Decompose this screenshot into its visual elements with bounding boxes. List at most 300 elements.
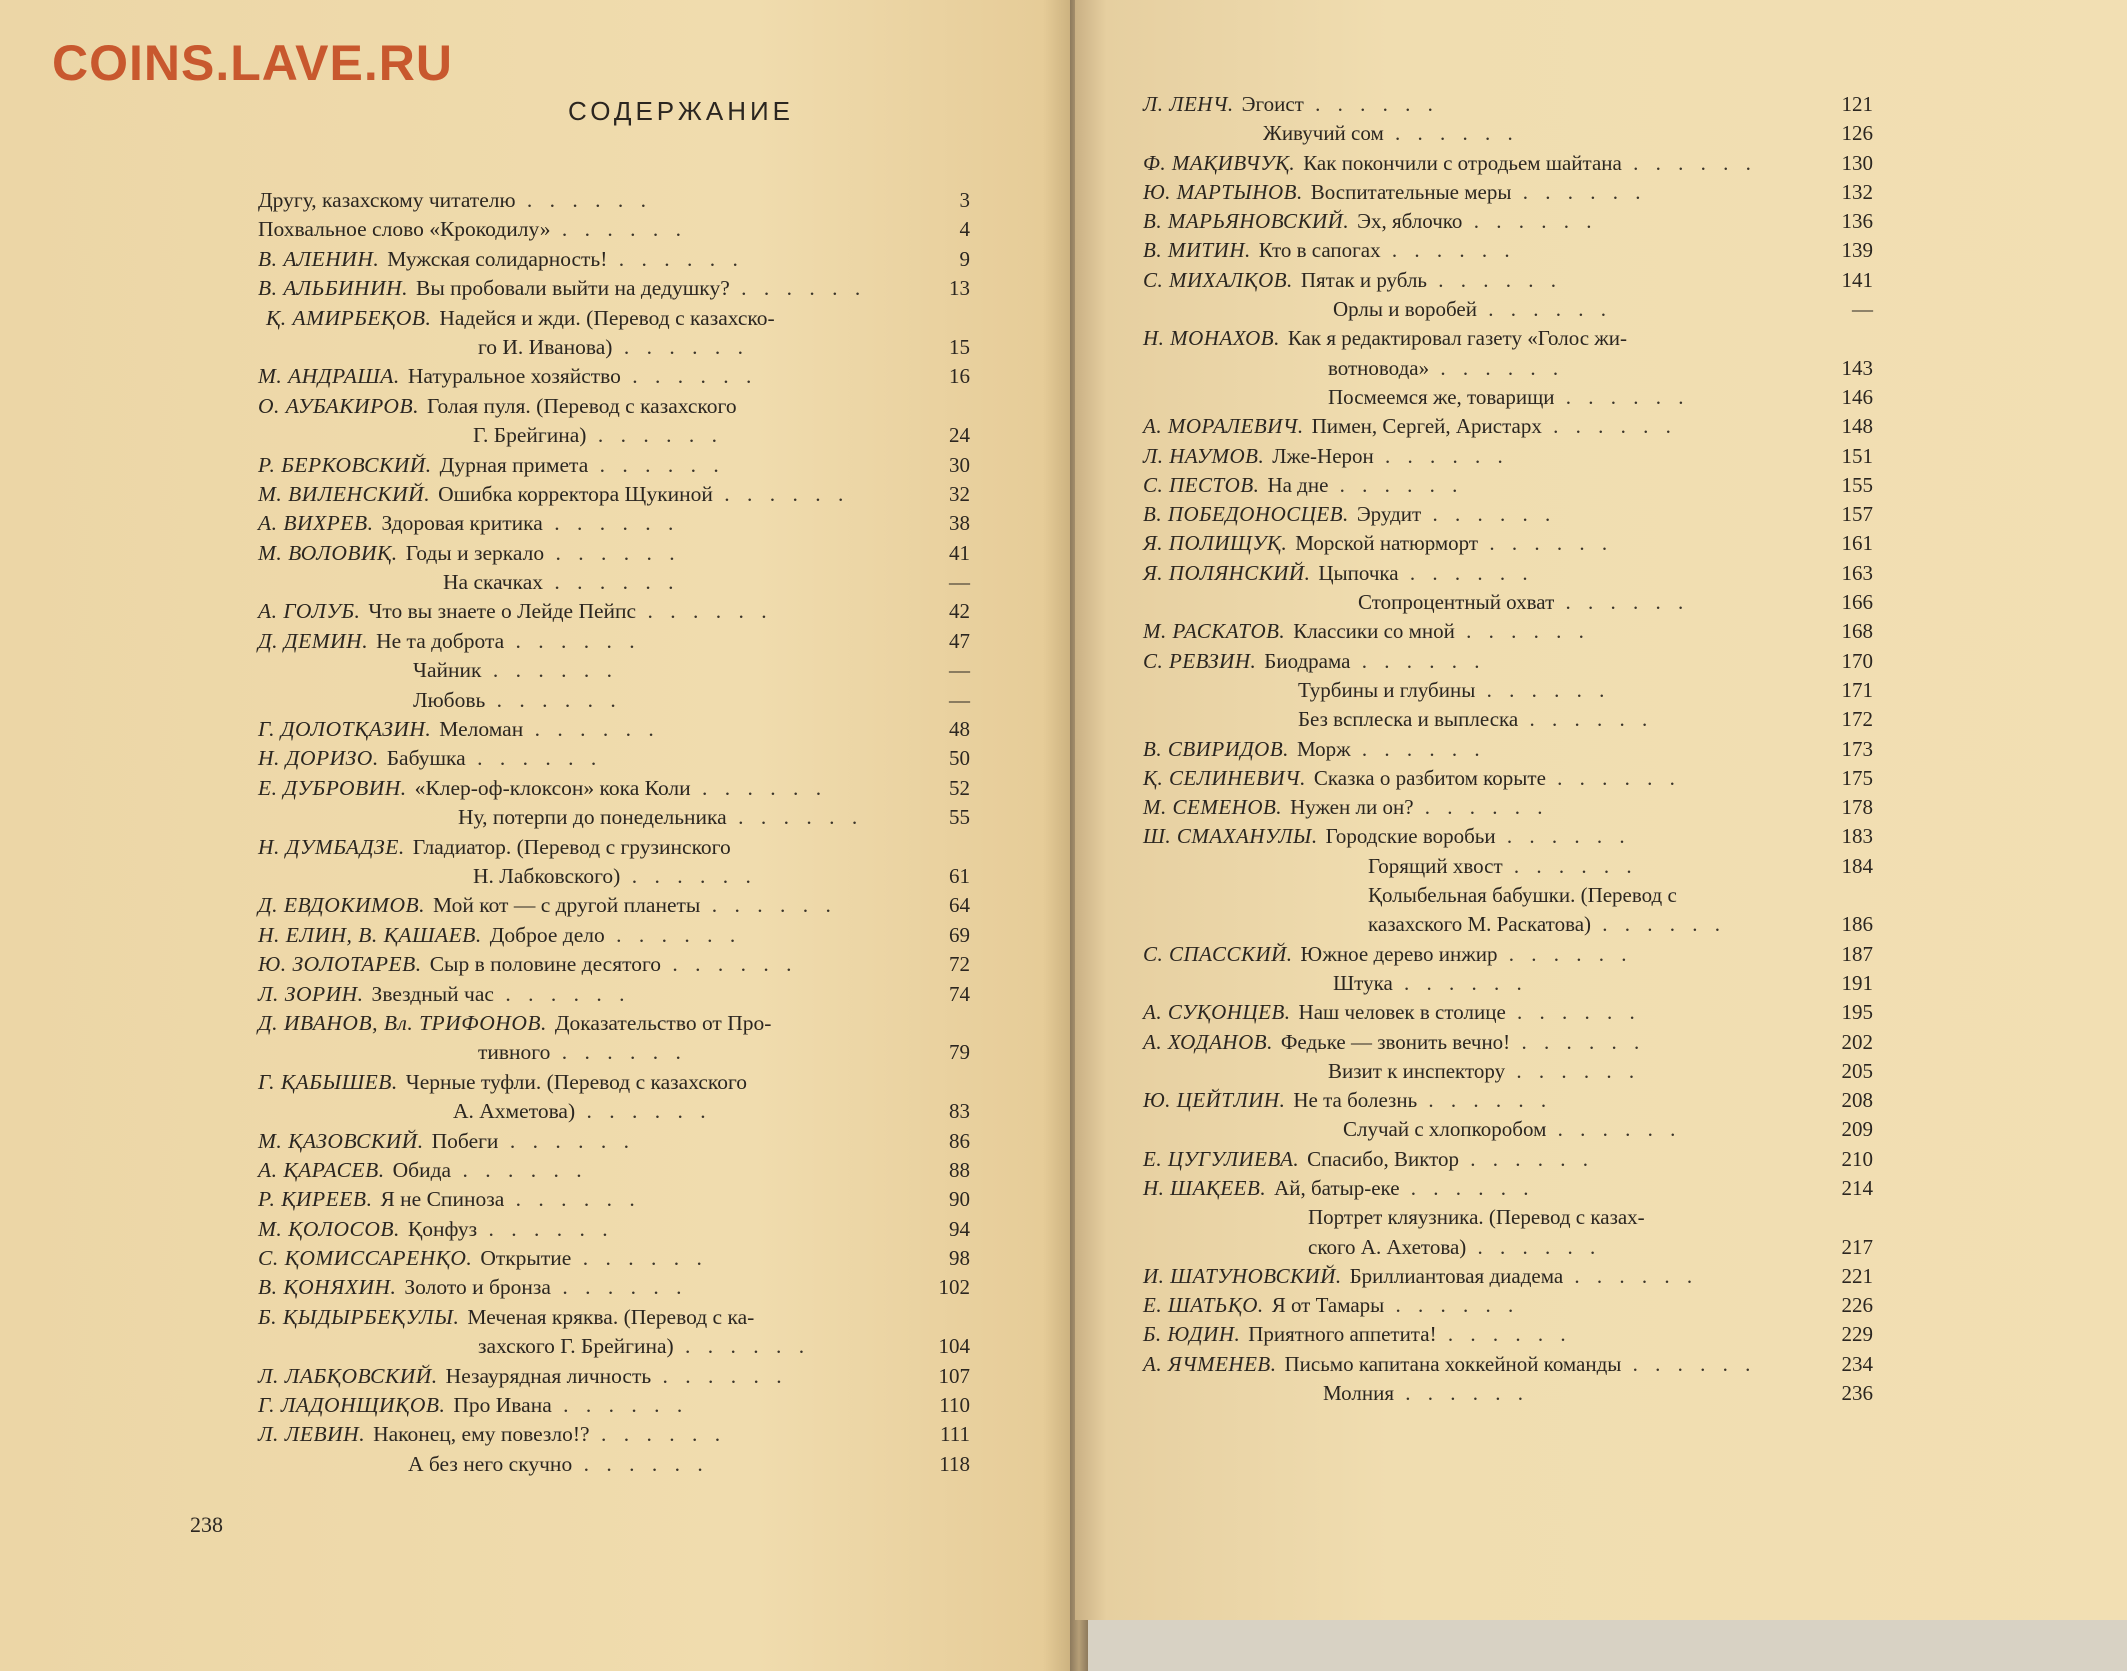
toc-title: Городские воробьи [1325, 824, 1496, 849]
toc-author: А. МОРАЛЕВИЧ. [1143, 414, 1304, 439]
toc-entry [258, 627, 970, 656]
toc-title: Что вы знаете о Лейде Пейпс [368, 599, 637, 624]
toc-entry-text [258, 715, 660, 744]
toc-leader-dots: . . . . . . [515, 188, 653, 212]
toc-title: Как я редактировал газету «Голос жи- [1287, 326, 1628, 351]
toc-entry-text [266, 304, 775, 333]
toc-title: го И. Иванова) [478, 334, 613, 359]
toc-title: Черные туфли. (Перевод с казахского [405, 1069, 748, 1094]
toc-title: Надейся и жди. (Перевод с казахско- [439, 305, 775, 330]
toc-entry-text [1143, 412, 1677, 441]
toc-leader-dots: . . . . . . [1392, 970, 1528, 995]
toc-author: А. ҚАРАСЕВ. [258, 1157, 385, 1182]
toc-entry-text [1143, 266, 1562, 295]
toc-entry-text [473, 862, 757, 891]
toc-page-number: 236 [1841, 1381, 1873, 1406]
toc-entry-text [1323, 1379, 1529, 1408]
toc-entry-text [1143, 998, 1641, 1027]
toc-entry-text [1298, 705, 1653, 734]
toc-leader-dots: . . . . . . [477, 1216, 614, 1241]
toc-entry-text [1143, 90, 1439, 119]
toc-author: Н. ШАҚЕЕВ. [1143, 1175, 1267, 1200]
toc-page-number: 143 [1841, 355, 1873, 380]
toc-entry [258, 921, 970, 950]
toc-title: Я не Спиноза [380, 1187, 505, 1212]
toc-leader-dots: . . . . . . [1475, 677, 1611, 702]
toc-page-number: 48 [949, 717, 970, 742]
toc-page-number: 141 [1841, 267, 1873, 292]
toc-author: М. ҚОЛОСОВ. [258, 1216, 400, 1241]
toc-entry [258, 392, 970, 421]
toc-entry [258, 891, 970, 920]
toc-entry [258, 597, 970, 626]
toc-title: Не та болезнь [1293, 1088, 1418, 1113]
toc-page-number: 186 [1841, 912, 1873, 937]
toc-author: О. АУБАКИРОВ. [258, 393, 419, 418]
toc-leader-dots: . . . . . . [1497, 941, 1633, 966]
toc-author: М. ВОЛОВИҚ. [258, 540, 398, 565]
toc-page-number: 157 [1841, 502, 1873, 527]
toc-entry [1143, 588, 1873, 617]
toc-entry [1143, 1115, 1873, 1144]
toc-title: Морж [1296, 736, 1351, 761]
toc-page-number: 139 [1841, 238, 1873, 263]
toc-leader-dots: . . . . . . [1545, 765, 1681, 790]
toc-leader-dots: . . . . . . [1373, 443, 1509, 468]
toc-leader-dots: . . . . . . [542, 511, 680, 536]
toc-page-number: — [949, 658, 970, 683]
toc-entry [1143, 236, 1873, 265]
toc-author: Д. ЕВДОКИМОВ. [258, 893, 426, 918]
toc-entry [258, 245, 970, 274]
toc-page-number: 210 [1841, 1146, 1873, 1171]
toc-page-number: 110 [939, 1393, 970, 1418]
toc-entry [258, 274, 970, 303]
toc-entry-text [258, 451, 725, 480]
toc-author: Л. ЛЕНЧ. [1143, 92, 1234, 116]
toc-entry-text [1143, 500, 1556, 529]
toc-page-number: 90 [949, 1187, 970, 1212]
toc-title: Незаурядная личность [445, 1363, 652, 1388]
toc-title: Нужен ли он? [1290, 795, 1414, 820]
toc-entry-text [1143, 764, 1681, 793]
toc-page-number: 41 [949, 540, 970, 565]
toc-entry-text [258, 1156, 588, 1185]
toc-entry [258, 1362, 970, 1391]
toc-author: В. АЛЬБИНИН. [258, 276, 408, 301]
toc-author: С. РЕВЗИН. [1143, 648, 1257, 673]
toc-entry [1143, 1379, 1873, 1408]
toc-page-number: 79 [949, 1040, 970, 1065]
toc-author: М. ВИЛЕНСКИЙ. [258, 481, 431, 506]
toc-entry [258, 421, 970, 450]
toc-page-number: 47 [949, 628, 970, 653]
toc-entry [1143, 881, 1873, 910]
toc-page-number: 83 [949, 1099, 970, 1124]
toc-leader-dots: . . . . . . [1383, 121, 1519, 146]
toc-leader-dots: . . . . . . [661, 952, 798, 977]
toc-leader-dots: . . . . . . [620, 364, 758, 389]
toc-entry [1143, 119, 1873, 148]
toc-entry-text [1143, 1145, 1594, 1174]
toc-entry [258, 1273, 970, 1302]
toc-author: М. РАСКАТОВ. [1143, 619, 1286, 644]
toc-leader-dots: . . . . . . [1399, 1175, 1535, 1200]
toc-entry [258, 774, 970, 803]
page-number: 238 [190, 1512, 223, 1537]
toc-page-number: 118 [939, 1451, 970, 1476]
toc-page-number: 55 [949, 805, 970, 830]
toc-page-number: 52 [949, 775, 970, 800]
toc-entry-text [258, 245, 744, 274]
toc-entry [1143, 1320, 1873, 1349]
toc-leader-dots: . . . . . . [607, 246, 744, 271]
toc-title: Эгоист [1241, 92, 1304, 116]
toc-title: Штука [1333, 970, 1393, 995]
toc-title: Эрудит [1356, 502, 1422, 527]
toc-entry-text [1143, 793, 1549, 822]
toc-entry-text [1143, 529, 1613, 558]
toc-author: В. ПОБЕДОНОСЦЕВ. [1143, 502, 1349, 527]
toc-entry [258, 744, 970, 773]
toc-author: Г. ДОЛОТҚАЗИН. [258, 717, 432, 742]
toc-entry-text [258, 597, 773, 626]
toc-author: Ю. МАРТЫНОВ. [1143, 179, 1303, 204]
toc-entry-text [258, 891, 837, 920]
toc-page-number: 163 [1841, 560, 1873, 585]
toc-leader-dots: . . . . . . [712, 481, 850, 506]
toc-leader-dots: . . . . . . [612, 334, 749, 359]
toc-entry [1143, 500, 1873, 529]
toc-author: А. ЯЧМЕНЕВ. [1143, 1351, 1277, 1376]
toc-entry-text [1143, 1320, 1572, 1349]
toc-entry [1143, 676, 1873, 705]
toc-author: Р. ҚИРЕЕВ. [258, 1187, 373, 1212]
toc-entry-text [453, 1097, 712, 1126]
toc-title: Похвальное слово «Крокодилу» [258, 217, 551, 242]
toc-entry [258, 186, 970, 215]
toc-entry-text [1143, 324, 1627, 353]
toc-page-number: 175 [1841, 765, 1873, 790]
toc-entry [1143, 529, 1873, 558]
toc-page-number: 69 [949, 922, 970, 947]
toc-entry-text [1368, 881, 1677, 910]
toc-entry-text [258, 1185, 641, 1214]
toc-title: Открытие [480, 1246, 572, 1271]
toc-entry-text [258, 980, 630, 1009]
toc-leader-dots: . . . . . . [550, 217, 687, 242]
toc-entry-text [258, 1068, 747, 1097]
toc-leader-dots: . . . . . . [1429, 355, 1565, 380]
toc-page-number: 72 [949, 952, 970, 977]
toc-page-number: 148 [1841, 414, 1873, 439]
toc-title: Бриллиантовая диадема [1349, 1263, 1564, 1288]
toc-page-number: 13 [949, 276, 970, 301]
toc-title: «Клер-оф-клоксон» кока Коли [414, 775, 691, 800]
toc-page-number: 130 [1841, 150, 1873, 175]
toc-author: Я. ПОЛИЩУҚ. [1143, 531, 1288, 556]
toc-title: Воспитательные меры [1310, 179, 1512, 204]
toc-title: Н. Лабковского) [473, 863, 621, 888]
toc-title: Как покончили с отродьем шайтана [1303, 150, 1622, 175]
toc-leader-dots: . . . . . . [485, 687, 622, 712]
toc-entry [1143, 471, 1873, 500]
toc-entry-text [258, 921, 741, 950]
toc-entry-text [1143, 1291, 1519, 1320]
toc-title: Посмеемся же, товарищи [1328, 384, 1555, 409]
toc-author: Г. ЛАДОНЩИҚОВ. [258, 1393, 446, 1418]
toc-page-number: 111 [940, 1422, 970, 1447]
toc-title: Побеги [431, 1128, 499, 1153]
toc-entry-text [413, 686, 622, 715]
toc-entry [258, 568, 970, 597]
toc-title: Обида [392, 1157, 452, 1182]
toc-entry [1143, 969, 1873, 998]
toc-entry [258, 1038, 970, 1067]
toc-leader-dots: . . . . . . [1303, 92, 1439, 116]
toc-entry [1143, 559, 1873, 588]
toc-entry-text [1308, 1233, 1601, 1262]
toc-entry-text [1143, 1028, 1645, 1057]
toc-entry-text [1143, 236, 1516, 265]
toc-page-number: 214 [1841, 1175, 1873, 1200]
toc-title: Письмо капитана хоккейной команды [1284, 1351, 1622, 1376]
toc-entry [258, 1244, 970, 1273]
toc-entry [1143, 617, 1873, 646]
toc-title: ского А. Ахетова) [1308, 1234, 1467, 1259]
toc-page-number: 132 [1841, 179, 1873, 204]
toc-entry-text [258, 1244, 708, 1273]
toc-title: А. Ахметова) [453, 1099, 576, 1124]
toc-page-number: 151 [1841, 443, 1873, 468]
toc-entry-text [1263, 119, 1519, 148]
toc-entry [1143, 764, 1873, 793]
toc-entry-text [1308, 1203, 1645, 1232]
toc-title: На скачках [443, 570, 544, 595]
toc-leader-dots: . . . . . . [588, 452, 725, 477]
toc-page-number: 42 [949, 599, 970, 624]
toc-leader-dots: . . . . . . [1350, 648, 1486, 673]
toc-leader-dots: . . . . . . [481, 658, 618, 683]
toc-title: Горящий хвост [1368, 853, 1503, 878]
toc-title: Голая пуля. (Перевод с казахского [426, 393, 737, 418]
toc-leader-dots: . . . . . . [1462, 209, 1598, 234]
toc-entry-text [258, 1362, 788, 1391]
toc-entry [258, 1215, 970, 1244]
toc-entry-text [1328, 354, 1564, 383]
toc-entry-text [1298, 676, 1610, 705]
toc-title: Кто в сапогах [1258, 238, 1381, 263]
toc-leader-dots: . . . . . . [465, 746, 603, 771]
toc-author: Е. ЦУГУЛИЕВА. [1143, 1146, 1300, 1171]
toc-leader-dots: . . . . . . [1502, 853, 1638, 878]
toc-entry [258, 509, 970, 538]
toc-entry-text [258, 744, 602, 773]
toc-entry-text [1328, 383, 1690, 412]
toc-leader-dots: . . . . . . [1380, 238, 1516, 263]
toc-leader-dots: . . . . . . [575, 1099, 712, 1124]
toc-leader-dots: . . . . . . [729, 276, 867, 301]
toc-leader-dots: . . . . . . [1413, 795, 1549, 820]
toc-leader-dots: . . . . . . [1518, 707, 1654, 732]
toc-leader-dots: . . . . . . [550, 1040, 687, 1065]
toc-entry-text [258, 274, 866, 303]
toc-entry [258, 539, 970, 568]
toc-entry-text [258, 1420, 726, 1449]
toc-leader-dots: . . . . . . [543, 570, 680, 595]
toc-author: Я. ПОЛЯНСКИЙ. [1143, 560, 1311, 585]
toc-author: В. ҚОНЯХИН. [258, 1275, 397, 1300]
toc-title: Доказательство от Про- [554, 1010, 772, 1035]
toc-page-number: 38 [949, 511, 970, 536]
toc-author: В. СВИРИДОВ. [1143, 736, 1289, 761]
toc-title: Дурная примета [439, 452, 589, 477]
toc-entry-text [258, 215, 687, 244]
toc-entry [258, 362, 970, 391]
toc-entry [1143, 735, 1873, 764]
toc-title: Вы пробовали выйти на дедушку? [416, 276, 730, 301]
toc-entry-text [258, 1215, 614, 1244]
toc-title: Қонфуз [407, 1216, 478, 1241]
toc-title: Годы и зеркало [405, 540, 545, 565]
toc-page-number: 168 [1841, 619, 1873, 644]
toc-entry-text [478, 1332, 810, 1361]
toc-author: М. СЕМЕНОВ. [1143, 795, 1283, 820]
toc-leader-dots: . . . . . . [1478, 531, 1614, 556]
toc-entry-text [1143, 735, 1486, 764]
toc-page-number: 183 [1841, 824, 1873, 849]
toc-entry [1143, 207, 1873, 236]
toc-title: тивного [478, 1040, 551, 1065]
toc-author: В. МАРЬЯНОВСКИЙ. [1143, 209, 1350, 234]
toc-entry-text [1368, 910, 1726, 939]
toc-entry-text [1333, 969, 1528, 998]
toc-author: Л. ЛЕВИН. [258, 1422, 366, 1447]
toc-leader-dots: . . . . . . [700, 893, 837, 918]
toc-leader-dots: . . . . . . [1421, 502, 1557, 527]
toc-leader-dots: . . . . . . [1511, 179, 1647, 204]
toc-title: Эх, яблочко [1357, 209, 1463, 234]
toc-author: С. МИХАЛҚОВ. [1143, 267, 1293, 292]
toc-title: Не та доброта [376, 628, 505, 653]
toc-leader-dots: . . . . . . [1541, 414, 1677, 439]
toc-title: А без него скучно [408, 1451, 573, 1476]
toc-title: Визит к инспектору [1328, 1058, 1506, 1083]
toc-entry [1143, 90, 1873, 119]
toc-page-number: 126 [1841, 121, 1873, 146]
toc-page-number: 195 [1841, 1000, 1873, 1025]
toc-entry [1143, 910, 1873, 939]
toc-entry [1143, 793, 1873, 822]
toc-entry-text [1143, 822, 1631, 851]
toc-entry-text [1143, 617, 1590, 646]
toc-leader-dots: . . . . . . [498, 1128, 635, 1153]
toc-page-number: 226 [1841, 1293, 1873, 1318]
toc-page-number: 64 [949, 893, 970, 918]
toc-page-number: 202 [1841, 1029, 1873, 1054]
toc-entry [1143, 178, 1873, 207]
toc-entry-text [258, 186, 652, 215]
toc-title: Живучий сом [1263, 121, 1384, 146]
toc-title: Қолыбельная бабушки. (Перевод с [1368, 883, 1677, 908]
toc-leader-dots: . . . . . . [1328, 472, 1464, 497]
toc-leader-dots: . . . . . . [493, 981, 631, 1006]
toc-author: В. МИТИН. [1143, 238, 1251, 263]
toc-title: Доброе дело [489, 922, 605, 947]
toc-author: Н. МОНАХОВ. [1143, 326, 1280, 351]
toc-author: Қ. СЕЛИНЕВИЧ. [1143, 765, 1306, 790]
toc-entry [1143, 1262, 1873, 1291]
toc-title: Звездный час [371, 981, 494, 1006]
toc-author: Ш. СМАХАНУЛЫ. [1143, 824, 1318, 849]
toc-entry-text [1143, 940, 1633, 969]
toc-title: Сыр в половине десятого [429, 952, 662, 977]
toc-author: А. ВИХРЕВ. [258, 511, 374, 536]
toc-entry [258, 333, 970, 362]
toc-page-number: 146 [1841, 384, 1873, 409]
toc-leader-dots: . . . . . . [1466, 1234, 1602, 1259]
toc-entry-text [1358, 588, 1689, 617]
toc-entry [1143, 412, 1873, 441]
toc-leader-dots: . . . . . . [523, 717, 660, 742]
toc-author: Б. ЮДИН. [1143, 1322, 1241, 1347]
toc-leader-dots: . . . . . . [544, 540, 681, 565]
toc-entry-text [258, 1391, 688, 1420]
toc-page-number: 107 [938, 1363, 970, 1388]
toc-entry [1143, 266, 1873, 295]
toc-entry [258, 656, 970, 685]
toc-entry [258, 1009, 970, 1038]
toc-entry-text [1343, 1115, 1681, 1144]
toc-page-number: 205 [1841, 1058, 1873, 1083]
toc-entry-text [478, 333, 749, 362]
toc-author: Р. БЕРКОВСКИЙ. [258, 452, 432, 477]
toc-leader-dots: . . . . . . [1554, 384, 1690, 409]
toc-entry [258, 1156, 970, 1185]
toc-title: Турбины и глубины [1298, 677, 1476, 702]
toc-leader-dots: . . . . . . [451, 1157, 588, 1182]
toc-title: Южное дерево инжир [1300, 941, 1498, 966]
toc-entry-text [1143, 559, 1534, 588]
toc-page-number: 234 [1841, 1351, 1873, 1376]
toc-page-number: 15 [949, 334, 970, 359]
toc-leader-dots: . . . . . . [1546, 1117, 1682, 1142]
toc-title: Ну, потерпи до понедельника [458, 805, 727, 830]
toc-leader-dots: . . . . . . [1459, 1146, 1595, 1171]
toc-entry [258, 833, 970, 862]
toc-leader-dots: . . . . . . [504, 1187, 641, 1212]
toc-page-number: 136 [1841, 209, 1873, 234]
toc-left-column [258, 186, 970, 1479]
toc-page-number: 88 [949, 1157, 970, 1182]
toc-leader-dots: . . . . . . [1398, 560, 1534, 585]
toc-leader-dots: . . . . . . [620, 863, 757, 888]
toc-title: Мой кот — с другой планеты [433, 893, 701, 918]
toc-author: Л. ЛАБҚОВСКИЙ. [258, 1363, 438, 1388]
toc-entry [1143, 1145, 1873, 1174]
toc-entry [258, 1450, 970, 1479]
toc-page-number: 173 [1841, 736, 1873, 761]
toc-page-number: — [949, 570, 970, 595]
toc-author: С. ҚОМИССАРЕНҚО. [258, 1246, 473, 1271]
toc-page-number: 50 [949, 746, 970, 771]
toc-entry [1143, 822, 1873, 851]
toc-entry [258, 1068, 970, 1097]
toc-entry [1143, 442, 1873, 471]
toc-page-number: 61 [949, 863, 970, 888]
toc-entry-text [473, 421, 723, 450]
toc-entry-text [258, 833, 731, 862]
